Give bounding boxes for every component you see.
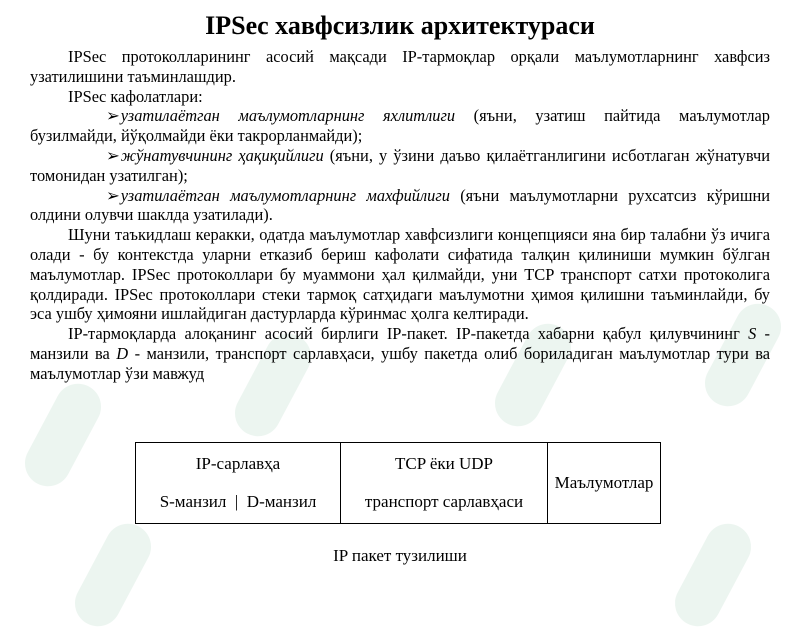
watermark-shape — [667, 516, 759, 634]
text-run: IP-тармоқларда алоқанинг асосий бирлиги IP-пакет. IP-пакетда хабарни қабул қилувчининг — [68, 324, 749, 344]
arrow-bullet-icon: ➢ — [106, 145, 120, 165]
ip-header-label: IP-сарлавҳа — [195, 454, 281, 473]
arrow-bullet-icon: ➢ — [106, 106, 120, 126]
italic-d: D — [116, 343, 129, 363]
transport-header-cell — [341, 443, 548, 524]
bullet-item — [30, 186, 770, 226]
ip-packet-table — [135, 442, 661, 524]
page-title: IPSec хавфсизлик архитектураси — [205, 11, 595, 40]
bullet-text: (яъни, у ўзини даъво қилаётганлигини исботлаган жўнатувчи томонидан узатилган); — [30, 145, 771, 185]
text-run: - манзили ва — [30, 324, 771, 363]
data-cell — [548, 443, 661, 524]
bullet-term: жўнатувчининг ҳақиқийлиги — [120, 145, 324, 165]
italic-s: S — [748, 324, 757, 344]
bullet-term: узатилаётган маълумотларнинг махфийлиги — [120, 185, 450, 205]
watermark-shape — [67, 516, 159, 634]
address-fields-label: S-манзил | D-манзил — [159, 492, 317, 511]
bullet-item — [30, 146, 770, 186]
bullet-term: узатилаётган маълумотларнинг яхлитлиги — [120, 106, 456, 126]
arrow-bullet-icon: ➢ — [106, 185, 120, 205]
bullet-text: (яъни, узатиш пайтида маълумотлар бузилмайди, йўқолмайди ёки такрорланмайди); — [30, 106, 770, 146]
paragraph-ip-packet — [30, 324, 770, 383]
bullet-item — [30, 106, 770, 146]
bullet-text: (яъни маълумотларни рухсатсиз кўришни олдини олувчи шаклда узатилади). — [30, 185, 770, 225]
paragraph-delivery: Шуни таъкидлаш керакки, одатда маълумотлар хавфсизлиги концепцияси яна бир талабни ўз ичига олади - бу контекстда уларни етказиб бериш кафолати сифатида талқин қилиниши мумкин бўлган маълумотлар. IPSec протоколлари бу муаммони ҳал қилмайди, уни TCP транспорт сатхи протоколига қолдиради. IPSec протоколлари стеки тармоқ сатҳидаги маълумотни ҳимоя қилишни таъминлайди, бу эса ушбу ҳимояни ишлайдиган дастурларда кўринмас ҳолга келтиради. — [30, 225, 770, 324]
text-run: - манзили, транспорт сарлавҳаси, ушбу пакетда олиб бориладиган маълумотлар тури ва маълумотлар ўзи мавжуд — [30, 343, 770, 383]
watermark-shape — [17, 376, 109, 495]
ip-header-cell — [136, 443, 341, 524]
tcp-udp-label: TCP ёки UDP — [395, 454, 493, 473]
figure-caption: IP пакет тузилиши — [333, 546, 467, 565]
paragraph-intro: IPSec протоколларининг асосий мақсади IP-тармоқлар орқали маълумотларнинг хавфсиз узатилишини таъминлашдир. — [30, 47, 770, 86]
paragraph-guarantees-heading: IPSec кафолатлари: — [68, 86, 203, 106]
data-label: Маълумотлар — [554, 473, 654, 492]
transport-header-label: транспорт сарлавҳаси — [364, 492, 524, 511]
